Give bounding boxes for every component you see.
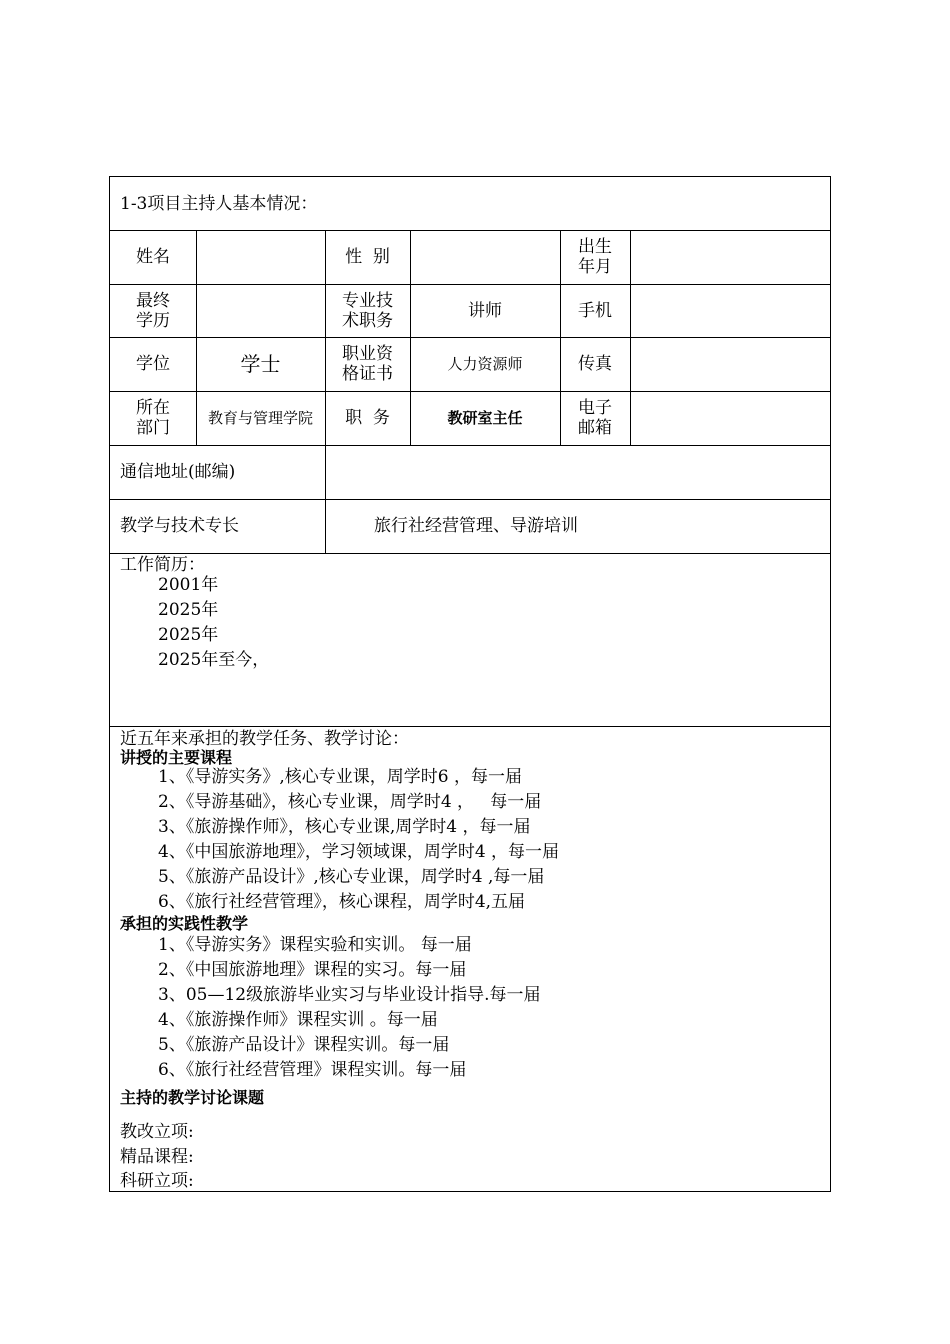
resume-list <box>158 573 269 673</box>
quality-course-label: 精品课程: <box>120 1147 194 1167</box>
practice-item: 3、05—12级旅游毕业实习与毕业设计指导.每一届 <box>158 985 541 1005</box>
education-label-text: 最终学历 <box>136 290 170 331</box>
resume-item: 2025年 <box>158 600 219 620</box>
courses-heading: 讲授的主要课程 <box>120 748 233 767</box>
education-label <box>110 284 196 337</box>
position-label: 职 务 <box>345 408 390 428</box>
name-field[interactable] <box>196 230 325 284</box>
fax-label: 传真 <box>578 354 612 374</box>
fax-field[interactable] <box>630 337 830 391</box>
resume-item: 2025年至今， <box>158 650 270 670</box>
practice-item: 6、《旅行社经营管理》课程实训。每一届 <box>158 1060 467 1080</box>
project-leader-form <box>109 176 831 1192</box>
teaching-heading: 近五年来承担的教学任务、教学讨论： <box>120 729 409 749</box>
research-heading: 主持的教学讨论课题 <box>120 1088 265 1107</box>
position-field[interactable]: 教研室主任 <box>447 409 523 427</box>
dept-label <box>110 391 196 445</box>
course-item: 5、《旅游产品设计》,核心专业课，周学时4 ,每一届 <box>158 867 545 887</box>
degree-field[interactable]: 学士 <box>240 352 281 376</box>
course-item: 2、《导游基础》，核心专业课，周学时4 ， 每一届 <box>158 792 542 812</box>
address-label: 通信地址(邮编) <box>120 462 236 482</box>
row-divider <box>110 726 830 727</box>
email-label <box>560 391 630 445</box>
gender-field[interactable] <box>410 230 560 284</box>
resume-heading: 工作简历： <box>120 555 205 575</box>
expertise-field[interactable]: 旅行社经营管理、导游培训 <box>374 516 578 536</box>
courses-list <box>158 765 559 915</box>
practice-item: 1、《导游实务》课程实验和实训。 每一届 <box>158 935 472 955</box>
cert-field[interactable]: 人力资源师 <box>447 355 523 373</box>
course-item: 4、《中国旅游地理》，学习领域课，周学时4 ，每一届 <box>158 842 560 862</box>
practice-item: 4、《旅游操作师》课程实训 。每一届 <box>158 1010 438 1030</box>
row-divider <box>110 499 830 500</box>
title-label-text: 专业技术职务 <box>342 290 393 331</box>
birth-field[interactable] <box>630 230 830 284</box>
birth-label <box>560 230 630 284</box>
cert-label <box>325 337 410 391</box>
cert-label-text: 职业资格证书 <box>342 344 393 384</box>
resume-item: 2001年 <box>158 575 219 595</box>
email-label-text: 电子邮箱 <box>578 398 612 438</box>
row-divider <box>110 445 830 446</box>
mobile-label: 手机 <box>578 300 612 321</box>
dept-label-text: 所在部门 <box>136 398 170 438</box>
course-item: 1、《导游实务》,核心专业课，周学时6 ，每一届 <box>158 767 522 787</box>
mobile-field[interactable] <box>630 284 830 337</box>
course-item: 6、《旅行社经营管理》，核心课程，周学时4,五届 <box>158 892 526 912</box>
course-item: 3、《旅游操作师》，核心专业课,周学时4 ，每一届 <box>158 817 531 837</box>
practice-item: 5、《旅游产品设计》课程实训。每一届 <box>158 1035 450 1055</box>
resume-item: 2025年 <box>158 625 219 645</box>
practice-heading: 承担的实践性教学 <box>120 914 249 933</box>
gender-label: 性 别 <box>345 247 390 267</box>
reform-label: 教改立项: <box>120 1122 194 1142</box>
research-project-label: 科研立项: <box>120 1171 194 1191</box>
practice-item: 2、《中国旅游地理》课程的实习。每一届 <box>158 960 467 980</box>
email-field[interactable] <box>630 391 830 445</box>
name-label: 姓名 <box>136 247 170 267</box>
practice-list <box>158 933 540 1083</box>
dept-field-text: 教育与管理学院 <box>208 409 314 427</box>
title-label <box>325 284 410 337</box>
row-divider <box>110 553 830 554</box>
expertise-label: 教学与技术专长 <box>120 516 239 536</box>
title-field[interactable]: 讲师 <box>468 300 502 321</box>
degree-label: 学位 <box>136 354 170 374</box>
dept-field[interactable] <box>196 391 325 445</box>
birth-label-text: 出生年月 <box>578 237 612 277</box>
section-title: 1-3项目主持人基本情况： <box>120 194 318 214</box>
education-field[interactable] <box>196 284 325 337</box>
